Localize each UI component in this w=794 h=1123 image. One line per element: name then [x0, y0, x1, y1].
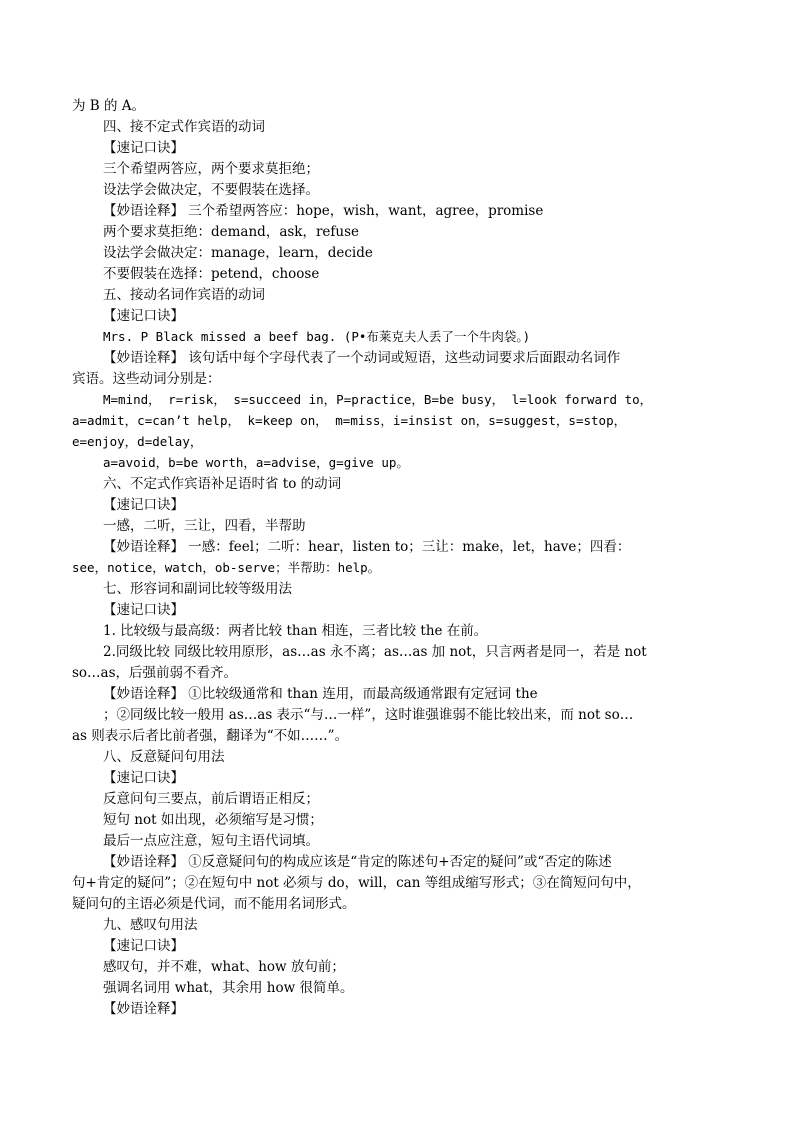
text-line: 【妙语诠释】 三个希望两答应：hope，wish，want，agree，promise: [103, 203, 544, 219]
text-line: as 则表示后者比前者强，翻译为“不如……”。: [72, 728, 349, 744]
text-line: 设法学会做决定：manage，learn，decide: [103, 245, 373, 261]
text-line: 1. 比较级与最高级：两者比较 than 相连，三者比较 the 在前。: [103, 623, 488, 639]
text-line: 【妙语诠释】 该句话中每个字母代表了一个动词或短语，这些动词要求后面跟动名词作: [103, 350, 621, 366]
text-line: 句+肯定的疑问”；②在短句中 not 必须与 do，will，can 等组成缩写形式；③在简短问句中，: [72, 875, 641, 891]
text-line: M=mind， r=risk， s=succeed in，P=practice，B=be busy， l=look forward to，: [103, 392, 653, 407]
text-line: 不要假装在选择：petend，choose: [103, 266, 320, 282]
text-line: 感叹句，并不难，what、how 放句前；: [103, 959, 345, 975]
section-heading: 九、感叹句用法: [103, 917, 198, 933]
label-heading: 【速记口诀】: [103, 602, 184, 618]
section-heading: 八、反意疑问句用法: [103, 749, 225, 765]
label-heading: 【速记口诀】: [103, 770, 184, 786]
label-heading: 【速记口诀】: [103, 938, 184, 954]
text-line: 设法学会做决定，不要假装在选择。: [103, 182, 319, 198]
text-line: e=enjoy，d=delay，: [72, 434, 203, 449]
text-line: 【妙语诠释】 ①反意疑问句的构成应该是“肯定的陈述句+否定的疑问”或“否定的陈述: [103, 854, 612, 870]
text-line: a=avoid，b=be worth，a=advise，g=give up。: [103, 455, 409, 470]
label-heading: 【速记口诀】: [103, 308, 184, 324]
text-line: 强调名词用 what，其余用 how 很简单。: [103, 980, 354, 996]
text-line: 【妙语诠释】 一感：feel；二听：hear，listen to；三让：make，let，have；四看：: [103, 539, 631, 555]
text-line: 【妙语诠释】 ①比较级通常和 than 连用，而最高级通常跟有定冠词 the: [103, 686, 538, 702]
text-line: 为 B 的 A。: [72, 98, 146, 114]
label-heading: 【速记口诀】: [103, 140, 184, 156]
text-line: 2.同级比较 同级比较用原形，as…as 永不离；as…as 加 not，只言两者是同一，若是 not: [103, 644, 647, 660]
text-line: 疑问句的主语必须是代词，而不能用名词形式。: [72, 896, 356, 912]
text-line: 两个要求莫拒绝：demand，ask，refuse: [103, 224, 360, 240]
section-heading: 七、形容词和副词比较等级用法: [103, 581, 292, 597]
label-heading: 【速记口诀】: [103, 497, 184, 513]
text-line: 一感，二听，三让，四看，半帮助: [103, 518, 306, 534]
section-heading: 五、接动名词作宾语的动词: [103, 287, 265, 303]
text-line: 短句 not 如出现，必须缩写是习惯；: [103, 812, 323, 828]
text-line: Mrs. P Black missed a beef bag. (P•布莱克夫人丢了一个牛肉袋。): [103, 329, 531, 344]
section-heading: 四、接不定式作宾语的动词: [103, 119, 265, 135]
label-heading: 【妙语诠释】: [103, 1001, 184, 1017]
text-line: 最后一点应注意，短句主语代词填。: [103, 833, 319, 849]
text-line: 反意问句三要点，前后谓语正相反；: [103, 791, 319, 807]
text-line: 三个希望两答应，两个要求莫拒绝；: [103, 161, 319, 177]
text-line: see，notice，watch，ob-serve；半帮助：help。: [72, 560, 381, 575]
section-heading: 六、不定式作宾语补足语时省 to 的动词: [103, 476, 342, 492]
text-line: ；②同级比较一般用 as…as 表示“与…一样”，这时谁强谁弱不能比较出来，而 not so…: [103, 707, 634, 723]
text-line: so…as，后强前弱不看齐。: [72, 665, 238, 681]
text-line: a=admit，c=can’t help， k=keep on， m=miss，i=insist on，s=suggest，s=stop，: [72, 413, 627, 428]
text-line: 宾语。这些动词分别是：: [72, 371, 221, 387]
